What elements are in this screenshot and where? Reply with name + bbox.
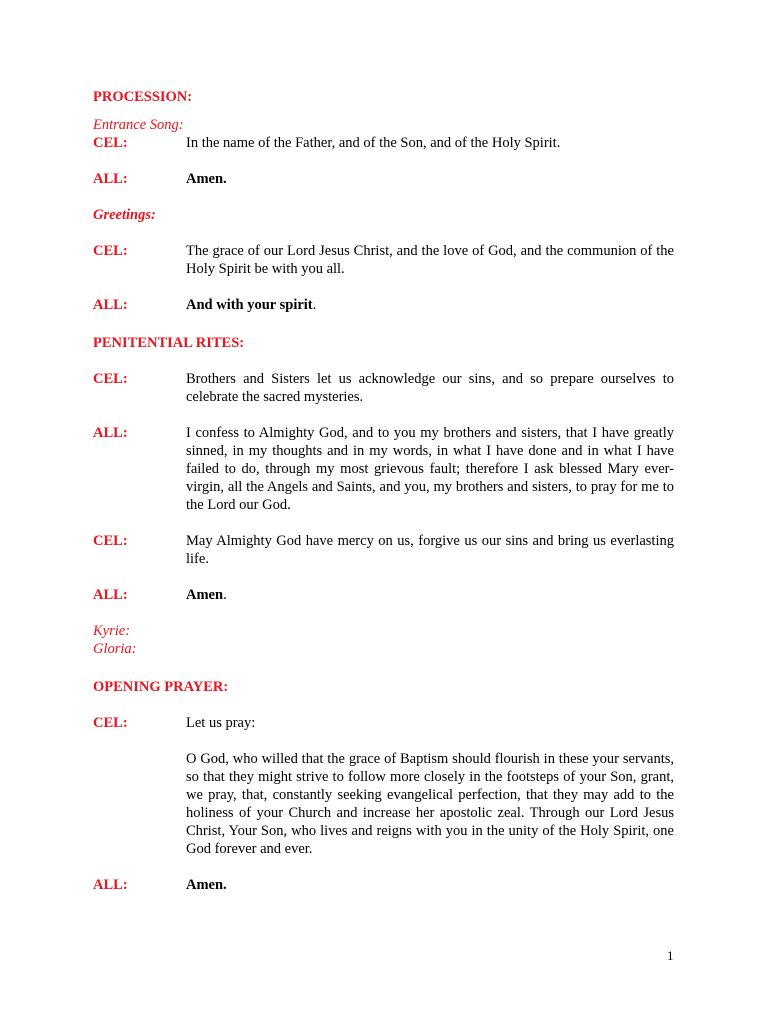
cel-line: Let us pray: — [186, 715, 256, 731]
cel-line: The grace of our Lord Jesus Christ, and the love of God, and the communion of the Holy Spirit be with you all. — [186, 243, 674, 277]
speaker-label-cel: CEL: — [93, 371, 128, 387]
speaker-label-cel: CEL: — [93, 533, 128, 549]
all-response: Amen. — [186, 171, 227, 187]
greetings-label: Greetings: — [93, 207, 156, 223]
speaker-label-all: ALL: — [93, 297, 128, 313]
all-response-period: . — [312, 297, 317, 313]
speaker-label-all: ALL: — [93, 587, 128, 603]
speaker-label-all: ALL: — [93, 877, 128, 893]
section-heading-opening-prayer: OPENING PRAYER: — [93, 679, 229, 695]
all-response — [186, 586, 674, 604]
speaker-label-cel: CEL: — [93, 243, 128, 259]
cel-line: Brothers and Sisters let us acknowledge our sins, and so prepare ourselves to celebrate the sacred mysteries. — [186, 371, 674, 405]
gloria-label: Gloria: — [93, 641, 137, 657]
cel-line: In the name of the Father, and of the Son, and of the Holy Spirit. — [186, 135, 561, 151]
speaker-label-all: ALL: — [93, 425, 128, 441]
entrance-song-label: Entrance Song: — [93, 117, 184, 133]
all-response-bold: Amen — [186, 587, 224, 603]
all-response — [186, 296, 674, 314]
section-heading-procession: PROCESSION: — [93, 89, 193, 105]
all-response: Amen. — [186, 877, 227, 893]
speaker-label-all: ALL: — [93, 171, 128, 187]
all-response-bold: And with your spirit — [186, 297, 313, 313]
cel-line: May Almighty God have mercy on us, forgive us our sins and bring us everlasting life. — [186, 533, 674, 567]
speaker-label-cel: CEL: — [93, 715, 128, 731]
kyrie-label: Kyrie: — [93, 623, 131, 639]
collect-prayer-text: O God, who willed that the grace of Baptism should flourish in these your servants, so that they might strive to follow more closely in the footsteps of your Son, grant, we pray, that, constantly seeking evangelical perfection, that they may add to the holiness of your Church and increase her apostolic zeal. Through our Lord Jesus Christ, Your Son, who lives and reigns with you in the unity of the Holy Spirit, one God forever and ever. — [186, 751, 674, 857]
confiteor-text: I confess to Almighty God, and to you my brothers and sisters, that I have greatly sinned, in my thoughts and in my words, in what I have done and in what I have failed to do, through my most grievous fault; therefore I ask blessed Mary ever-virgin, all the Angels and Saints, and you, my brothers and sisters, to pray for me to the Lord our God. — [186, 425, 674, 513]
section-heading-penitential-rites: PENITENTIAL RITES: — [93, 335, 245, 351]
speaker-label-cel: CEL: — [93, 135, 128, 151]
page-number: 1 — [667, 948, 674, 963]
all-response-period: . — [223, 587, 227, 603]
